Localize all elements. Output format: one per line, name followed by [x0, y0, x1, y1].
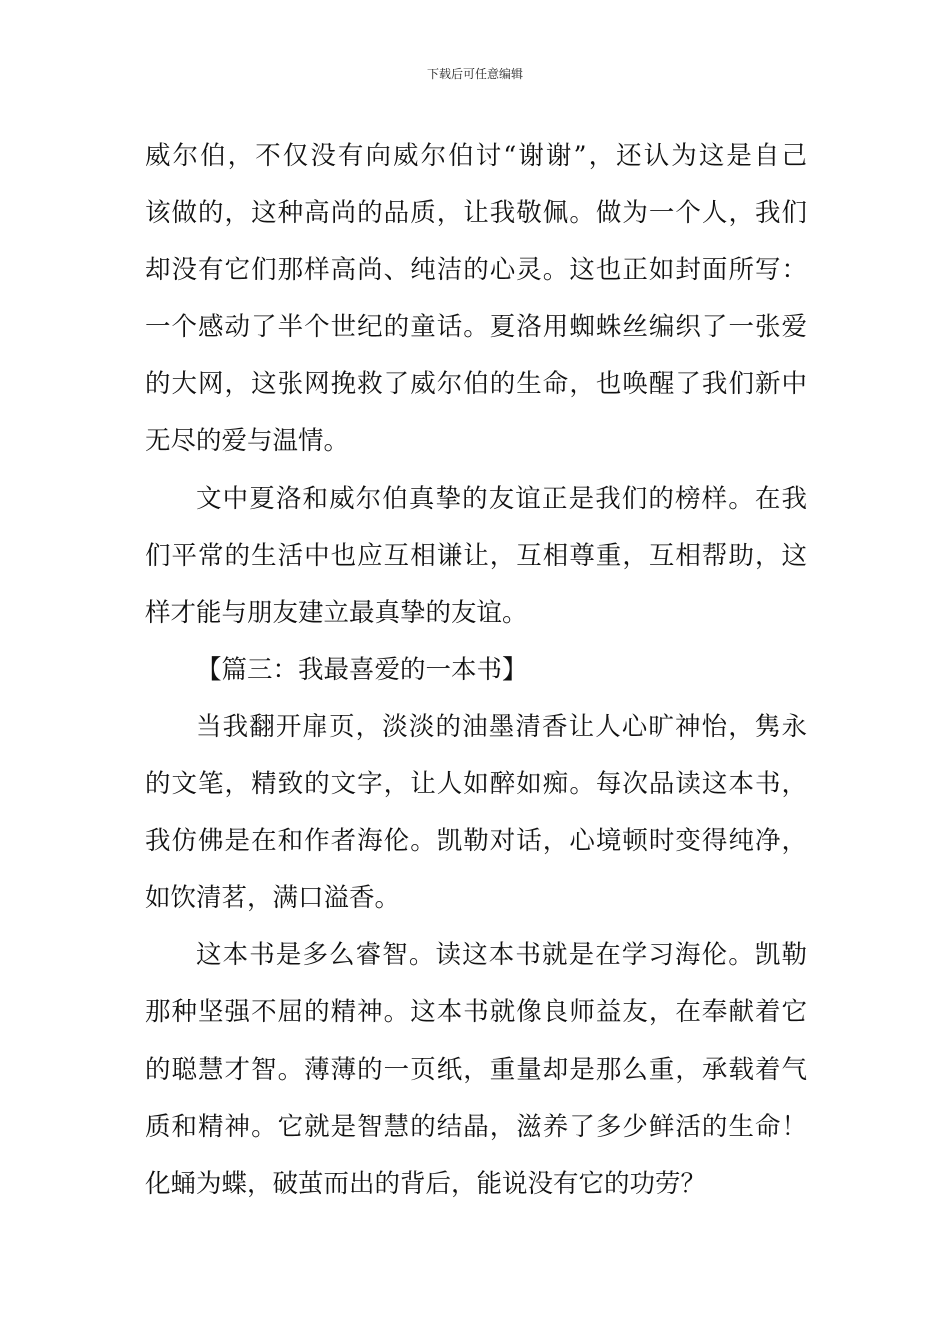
text-line: 文中夏洛和威尔伯真挚的友谊正是我们的榜样。在我 [196, 483, 807, 514]
text-line: 这本书是多么睿智。读这本书就是在学习海伦。凯勒 [196, 940, 807, 971]
text-line: 一个感动了半个世纪的童话。夏洛用蜘蛛丝编织了一张爱 [145, 312, 807, 343]
page-header: 下载后可任意编辑 [426, 67, 523, 81]
text-line: 我仿佛是在和作者海伦。凯勒对话，心境顿时变得纯净， [145, 826, 807, 857]
text-line: 如饮清茗，满口溢香。 [145, 883, 401, 914]
document-body [145, 128, 807, 1213]
text-line: 的文笔，精致的文字，让人如醉如痴。每次品读这本书， [145, 769, 807, 800]
text-line: 那种坚强不屈的精神。这本书就像良师益友，在奉献着它 [145, 997, 807, 1028]
section-heading: 【篇三：我最喜爱的一本书】 [196, 654, 528, 685]
text-line: 化蛹为蝶，破茧而出的背后，能说没有它的功劳？ [145, 1168, 707, 1199]
text-line: 威尔伯，不仅没有向威尔伯讨“谢谢”，还认为这是自己 [145, 141, 807, 171]
text-line: 们平常的生活中也应互相谦让，互相尊重，互相帮助，这 [145, 540, 807, 571]
text-line: 的大网，这张网挽救了威尔伯的生命，也唤醒了我们新中 [145, 369, 807, 400]
text-line: 却没有它们那样高尚、纯洁的心灵。这也正如封面所写： [145, 255, 807, 286]
text-line: 该做的，这种高尚的品质，让我敬佩。做为一个人，我们 [145, 198, 807, 229]
text-line: 无尽的爱与温情。 [145, 426, 350, 457]
text-line: 当我翻开扉页，淡淡的油墨清香让人心旷神怡，隽永 [196, 711, 807, 742]
text-line: 质和精神。它就是智慧的结晶，滋养了多少鲜活的生命！ [145, 1111, 807, 1142]
text-line: 样才能与朋友建立最真挚的友谊。 [145, 597, 528, 628]
text-line: 的聪慧才智。薄薄的一页纸，重量却是那么重，承载着气 [145, 1054, 807, 1085]
